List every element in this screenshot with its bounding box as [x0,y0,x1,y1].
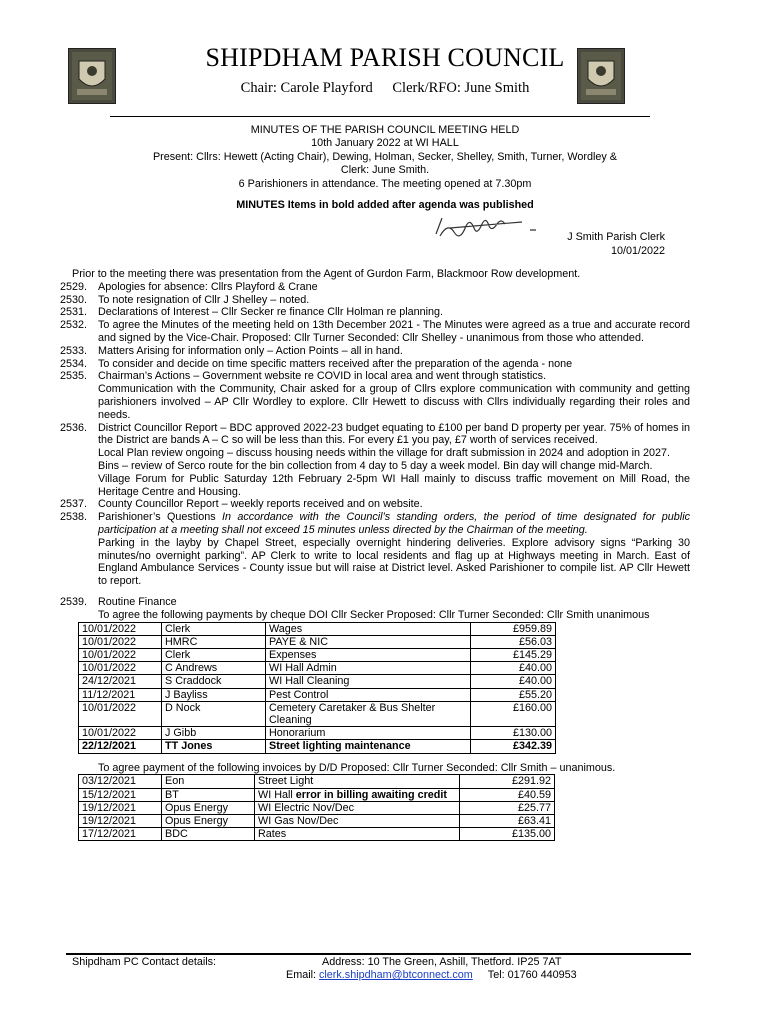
table-row [79,648,556,661]
meeting-heading [90,124,680,191]
item-number: 2536. [60,421,88,434]
cell-payee: HMRC [162,635,266,648]
cell-desc: WI Electric Nov/Dec [255,801,460,814]
cell-amount: £160.00 [471,701,556,726]
table-row [79,814,555,827]
item-number: 2539. [60,595,88,608]
cell-payee: Eon [162,775,255,788]
cell-date: 19/12/2021 [79,801,162,814]
item-text [98,511,690,588]
header-rule [110,116,650,117]
present-list: Present: Cllrs: Hewett (Acting Chair), Dewing, Holman, Secker, Shelley, Smith, Turner, Wordley & [152,150,618,163]
cell-desc: WI Hall Cleaning [266,675,471,688]
minute-item [60,306,690,319]
telephone: Tel: 01760 440953 [487,969,577,981]
parking-paragraph: Parking in the layby by Chapel Street, especially overnight hindering deliveries. Explore advisory signs “Parking 30 minutes/no overnight parking”. AP Clerk to write to local residents and flag up at Highways meeting in March. East of England Ambulance Services - County issue but will raise at District level. Asked Parishioner to compile list. AP Cllr Hewett to report. [98,536,690,588]
cell-date: 03/12/2021 [79,775,162,788]
attendance-note: 6 Parishioners in attendance. The meeting opened at 7.30pm [238,177,532,190]
cell-desc: Expenses [266,648,471,661]
cell-desc: Street Light [255,775,460,788]
minutes-items [60,281,690,511]
minute-item [60,319,690,345]
item-number: 2531. [60,306,88,319]
cell-payee: Opus Energy [162,801,255,814]
cheque-intro: To agree the following payments by cheque DOI Cllr Secker Proposed: Cllr Turner Seconded: Cllr Smith unanimous [98,608,650,621]
minute-item [60,498,690,511]
cell-desc: Pest Control [266,688,471,701]
cell-payee: Opus Energy [162,814,255,827]
meeting-date: 10th January 2022 at WI HALL [311,137,459,150]
cheque-payments-table [78,622,556,754]
cell-date: 15/12/2021 [79,788,162,801]
cell-desc: Rates [255,828,460,841]
table-row [79,788,555,801]
minute-item [60,358,690,371]
cell-date: 19/12/2021 [79,814,162,827]
minute-item [60,473,690,499]
bold-items-notice: MINUTES Items in bold added after agenda was published [236,199,534,211]
table-row [79,727,556,740]
contact-line [286,969,577,982]
table-row [79,688,556,701]
item-text: Local Plan review ongoing – discuss housing needs within the village for draft submission in 2024 and adoption in 2027. [98,447,671,460]
cell-date: 10/01/2022 [79,622,162,635]
cell-date: 10/01/2022 [79,727,162,740]
item-number [60,383,98,421]
item-text: To note resignation of Cllr J Shelley – noted. [98,293,310,306]
cell-payee: TT Jones [162,740,266,753]
cell-amount: £56.03 [471,635,556,648]
minute-item [60,460,690,473]
item-text: Communication with the Community, Chair asked for a group of Cllrs explore communication with community and getting parishioners involved – AP Cllr Wordley to explore. Cllr Hewett to discuss with Cllrs individually regarding their roles and needs. [98,383,690,421]
item-number: 2530. [60,293,88,306]
item-number: 2537. [60,498,88,511]
item-text: Chairman’s Actions – Government website re COVID in local area and went through statistics. [98,370,547,383]
chair-name: Chair: Carole Playford [240,80,373,96]
cell-payee: J Gibb [162,727,266,740]
item-number [60,447,98,460]
cell-payee: Clerk [162,622,266,635]
dd-intro: To agree payment of the following invoices by D/D Proposed: Cllr Turner Seconded: Cllr Smith – unanimous. [98,761,616,774]
cell-desc: Street lighting maintenance [266,740,471,753]
cell-amount: £145.29 [471,648,556,661]
table-row [79,675,556,688]
cell-desc: WI Gas Nov/Dec [255,814,460,827]
cell-amount: £959.89 [471,622,556,635]
item-text: District Councillor Report – BDC approved 2022-23 budget equating to £100 per band D property per year. 75% of homes in the District are bands A – C so will be less than this. For every £1 you pay, £7 worth of services received. [98,421,690,447]
item-text: To agree the Minutes of the meeting held on 13th December 2021 - The Minutes were agreed as a true and accurate record and signed by the Vice-Chair. Proposed: Cllr Turner Seconded: Cllr Shelley - unanimous from those who attended. [98,319,690,344]
cell-date: 10/01/2022 [79,648,162,661]
cell-desc: Honorarium [266,727,471,740]
cell-amount: £135.00 [460,828,555,841]
item-number: 2534. [60,357,88,370]
item-text: County Councillor Report – weekly reports received and on website. [98,498,423,511]
intro-paragraph: Prior to the meeting there was presentation from the Agent of Gurdon Farm, Blackmoor Row development. [72,268,581,280]
cell-desc: PAYE & NIC [266,635,471,648]
cell-payee: BDC [162,828,255,841]
table-row [79,635,556,648]
table-row [79,701,556,726]
item-text: Bins – review of Serco route for the bin collection from 4 day to 5 day a week model. Bin day will change mid-March. [98,459,653,472]
minutes-body [60,268,690,841]
minutes-heading: MINUTES OF THE PARISH COUNCIL MEETING HELD [250,124,520,136]
item-number: 2533. [60,344,88,357]
item-text [98,596,690,622]
item-number: 2538. [60,511,88,524]
cell-desc: Cemetery Caretaker & Bus Shelter Cleaning [266,701,471,726]
item-number: 2529. [60,280,88,293]
table-row [79,775,555,788]
contact-address: Address: 10 The Green, Ashill, Thetford. IP25 7AT [322,956,562,968]
minute-item [60,370,690,383]
cell-amount: £55.20 [471,688,556,701]
signatory: J Smith Parish Clerk [567,231,665,243]
cell-amount: £63.41 [460,814,555,827]
signature-date: 10/01/2022 [610,244,665,257]
cell-amount: £40.59 [460,788,555,801]
signature-block [540,231,665,258]
footer-rule [66,953,691,955]
cell-date: 22/12/2021 [79,740,162,753]
item-text: Matters Arising for information only – Action Points – all in hand. [98,344,403,357]
cell-desc: Wages [266,622,471,635]
item-number [60,473,98,499]
minute-item [60,383,690,421]
finance-title: Routine Finance [98,595,177,608]
minute-item-2539 [60,596,690,622]
minute-item [60,422,690,448]
desc-text: WI Hall [258,788,296,801]
clerk-name: Clerk/RFO: June Smith [392,80,530,96]
cell-amount: £25.77 [460,801,555,814]
minute-item-2538 [60,511,690,588]
officers-line [0,80,770,97]
cell-date: 10/01/2022 [79,701,162,726]
table-row [79,740,556,753]
cell-payee: D Nock [162,701,266,726]
cell-date: 11/12/2021 [79,688,162,701]
cell-date: 17/12/2021 [79,828,162,841]
item-text: Declarations of Interest – Cllr Secker re finance Cllr Holman re planning. [98,306,444,319]
desc-bold-note: error in billing awaiting credit [295,788,447,801]
cell-payee: S Craddock [162,675,266,688]
item-text: Apologies for absence: Cllrs Playford & Crane [98,280,318,293]
table-row [79,828,555,841]
clerk-signature [430,212,540,242]
item-text: To consider and decide on time specific matters received after the preparation of the agenda - none [98,357,573,370]
email-link[interactable]: clerk.shipdham@btconnect.com [319,969,473,981]
council-title: SHIPDHAM PARISH COUNCIL [205,43,565,72]
present-clerk: Clerk: June Smith. [340,164,430,177]
minute-item [60,294,690,307]
cell-amount: £130.00 [471,727,556,740]
cell-desc [255,788,460,801]
minute-item [60,447,690,460]
table-row [79,662,556,675]
item-number: 2535. [60,370,88,383]
standing-orders-note: In accordance with the Council’s standing orders, the period of time designated for public participation at a meeting shall not exceed 15 minutes unless directed by the Chairman of the meeting. [98,511,690,536]
cell-desc: WI Hall Admin [266,662,471,675]
cell-payee: Clerk [162,648,266,661]
cell-payee: BT [162,788,255,801]
email-label: Email: [286,969,319,981]
cell-amount: £342.39 [471,740,556,753]
cell-amount: £40.00 [471,675,556,688]
cell-payee: J Bayliss [162,688,266,701]
contact-label: Shipdham PC Contact details: [72,956,217,968]
table-row [79,801,555,814]
cell-date: 10/01/2022 [79,662,162,675]
item-text: Village Forum for Public Saturday 12th February 2-5pm WI Hall mainly to discuss traffic movement on Mill Road, the Heritage Centre and Housing. [98,472,690,498]
item-number [60,460,98,473]
item-number: 2532. [60,319,88,332]
minute-item [60,345,690,358]
cell-amount: £40.00 [471,662,556,675]
item-lead: Parishioner’s Questions [98,511,222,524]
cell-date: 10/01/2022 [79,635,162,648]
minute-item [60,281,690,294]
cell-date: 24/12/2021 [79,675,162,688]
direct-debit-table [78,774,555,841]
table-row [79,622,556,635]
cell-amount: £291.92 [460,775,555,788]
cell-payee: C Andrews [162,662,266,675]
